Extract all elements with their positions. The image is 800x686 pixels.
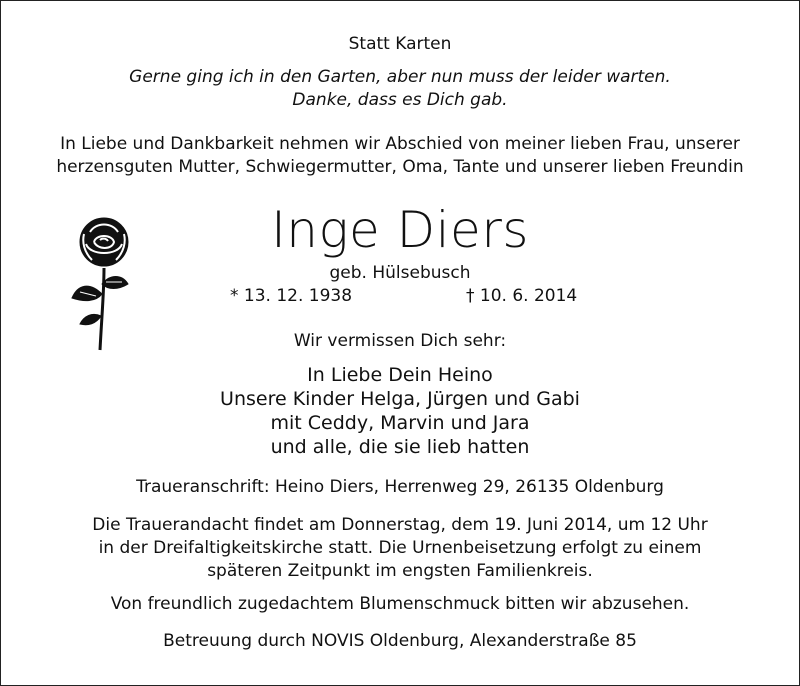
quote-line-1: Gerne ging ich in den Garten, aber nun muss der leider warten. [129, 67, 671, 87]
mourner-line-4: und alle, die sie lieb hatten [270, 436, 530, 458]
death-date: † 10. 6. 2014 [466, 286, 578, 306]
mourner-line-3: mit Ceddy, Marvin und Jara [270, 412, 530, 434]
mourner-line-2: Unsere Kinder Helga, Jürgen und Gabi [220, 388, 580, 410]
address-line: Traueranschrift: Heino Diers, Herrenweg 29, 26135 Oldenburg [136, 477, 664, 497]
undertaker-line: Betreuung durch NOVIS Oldenburg, Alexanderstraße 85 [163, 631, 637, 651]
intro-line-1: In Liebe und Dankbarkeit nehmen wir Abschied von meiner lieben Frau, unserer [60, 134, 740, 154]
birth-name: geb. Hülsebusch [329, 263, 471, 283]
service-line-3: späteren Zeitpunkt im engsten Familienkreis. [207, 561, 593, 581]
birth-date: * 13. 12. 1938 [230, 286, 353, 306]
service-line-2: in der Dreifaltigkeitskirche statt. Die Urnenbeisetzung erfolgt zu einem [98, 538, 702, 558]
header-text: Statt Karten [348, 34, 452, 54]
miss-line: Wir vermissen Dich sehr: [293, 331, 507, 351]
deceased-name: Inge Diers [271, 201, 529, 259]
quote-line-2: Danke, dass es Dich gab. [292, 90, 508, 110]
flowers-line: Von freundlich zugedachtem Blumenschmuck bitten wir abzusehen. [110, 594, 690, 614]
intro-line-2: herzensguten Mutter, Schwiegermutter, Oma, Tante und unserer lieben Freundin [56, 157, 744, 177]
mourner-line-1: In Liebe Dein Heino [307, 364, 493, 386]
service-line-1: Die Trauerandacht findet am Donnerstag, dem 19. Juni 2014, um 12 Uhr [92, 515, 708, 535]
